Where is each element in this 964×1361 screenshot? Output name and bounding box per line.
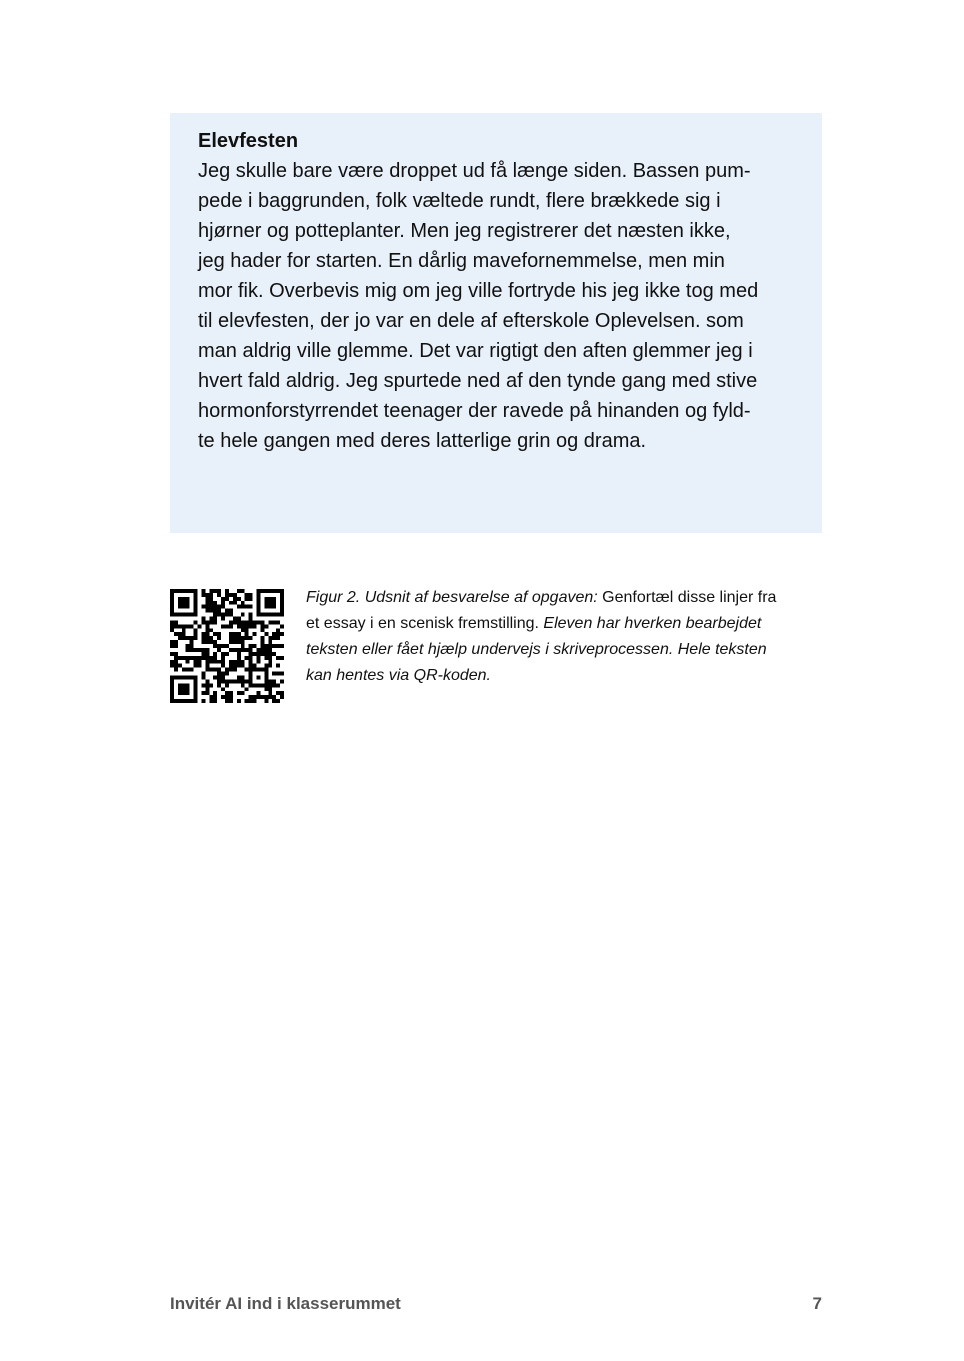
essay-line: hjørner og potteplanter. Men jeg registrerer det næsten ikke,: [198, 220, 731, 242]
essay-line: te hele gangen med deres latterlige grin og drama.: [198, 430, 647, 452]
caption-note: Eleven har hverken bearbejdet: [538, 615, 762, 632]
essay-line: mor fik. Overbevis mig om jeg ville fortryde his jeg ikke tog med: [198, 280, 759, 302]
qr-code-icon[interactable]: [170, 589, 284, 703]
caption-line: [306, 611, 822, 637]
caption-line: [306, 585, 822, 611]
essay-title: Elevfesten: [198, 130, 299, 152]
essay-line: hvert fald aldrig. Jeg spurtede ned af den tynde gang med stive: [198, 370, 758, 392]
essay-line: man aldrig ville glemme. Det var rigtigt den aften glemmer jeg i: [198, 340, 753, 362]
caption-note: teksten eller fået hjælp undervejs i skriveprocessen. Hele teksten: [306, 641, 767, 658]
essay-line: hormonforstyrrendet teenager der ravede på hinanden og fyld-: [198, 400, 751, 422]
essay-line: Jeg skulle bare være droppet ud få længe siden. Bassen pum-: [198, 160, 751, 182]
caption-task: et essay i en scenisk fremstilling.: [306, 615, 539, 632]
essay-box: [170, 113, 822, 533]
page-number: 7: [812, 1294, 822, 1313]
figure-caption: [306, 585, 822, 689]
essay-line: jeg hader for starten. En dårlig mavefornemmelse, men min: [198, 250, 725, 272]
footer-title: Invitér AI ind i klasserummet: [170, 1294, 401, 1313]
essay-line: til elevfesten, der jo var en dele af efterskole Oplevelsen. som: [198, 310, 744, 332]
caption-task: Genfortæl disse linjer fra: [597, 589, 777, 606]
essay-line: pede i baggrunden, folk væltede rundt, flere brækkede sig i: [198, 190, 721, 212]
caption-note: kan hentes via QR-koden.: [306, 667, 491, 684]
caption-label: Figur 2. Udsnit af besvarelse af opgaven:: [306, 589, 598, 606]
figure: [170, 589, 822, 709]
